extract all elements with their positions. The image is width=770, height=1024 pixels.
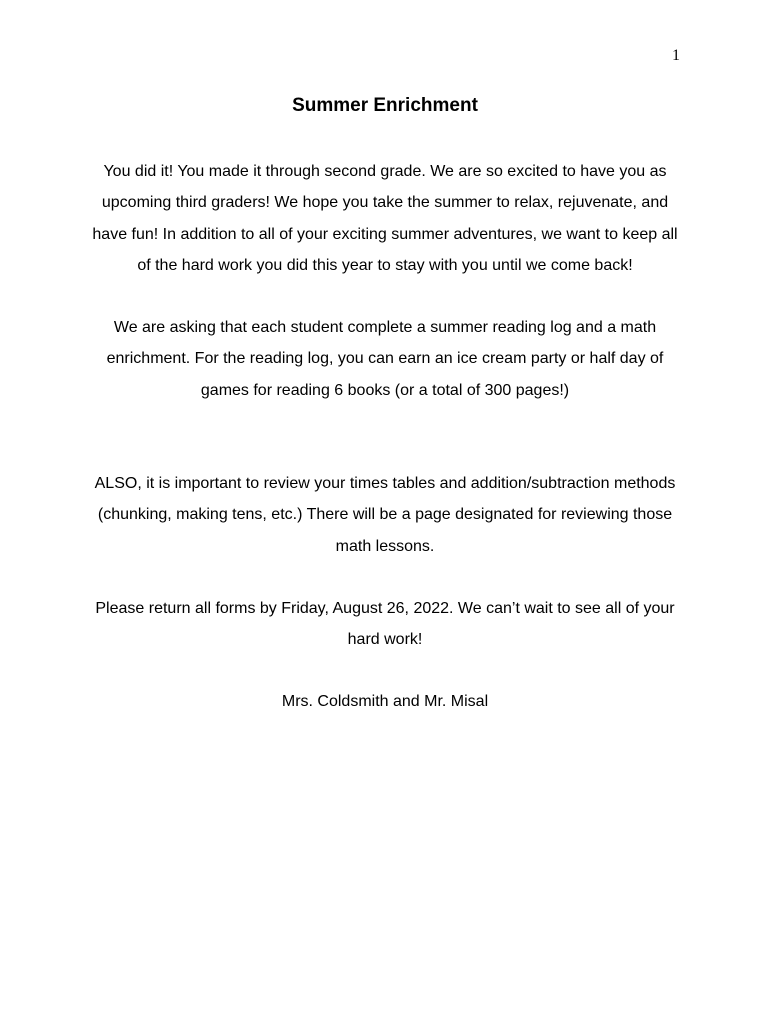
- return-forms-paragraph: Please return all forms by Friday, August 26, 2022. We can’t wait to see all of your hard work!: [95, 600, 675, 649]
- signature: Mrs. Coldsmith and Mr. Misal: [281, 693, 489, 710]
- math-review-paragraph: ALSO, it is important to review your times tables and addition/subtraction methods (chunking, making tens, etc.) There will be a page designated for reviewing those math lessons.: [94, 475, 676, 555]
- document-title: Summer Enrichment: [292, 95, 478, 116]
- page-number: 1: [672, 47, 680, 64]
- intro-paragraph: You did it! You made it through second grade. We are so excited to have you as upcoming third graders! We hope you take the summer to relax, rejuvenate, and have fun! In addition to all of your exciting summer adventures, we want to keep all of the hard work you did this year to stay with you until we come back!: [92, 163, 678, 274]
- reading-log-paragraph: We are asking that each student complete a summer reading log and a math enrichment. For the reading log, you can earn an ice cream party or half day of games for reading 6 books (or a total of 300 pages!): [106, 319, 664, 399]
